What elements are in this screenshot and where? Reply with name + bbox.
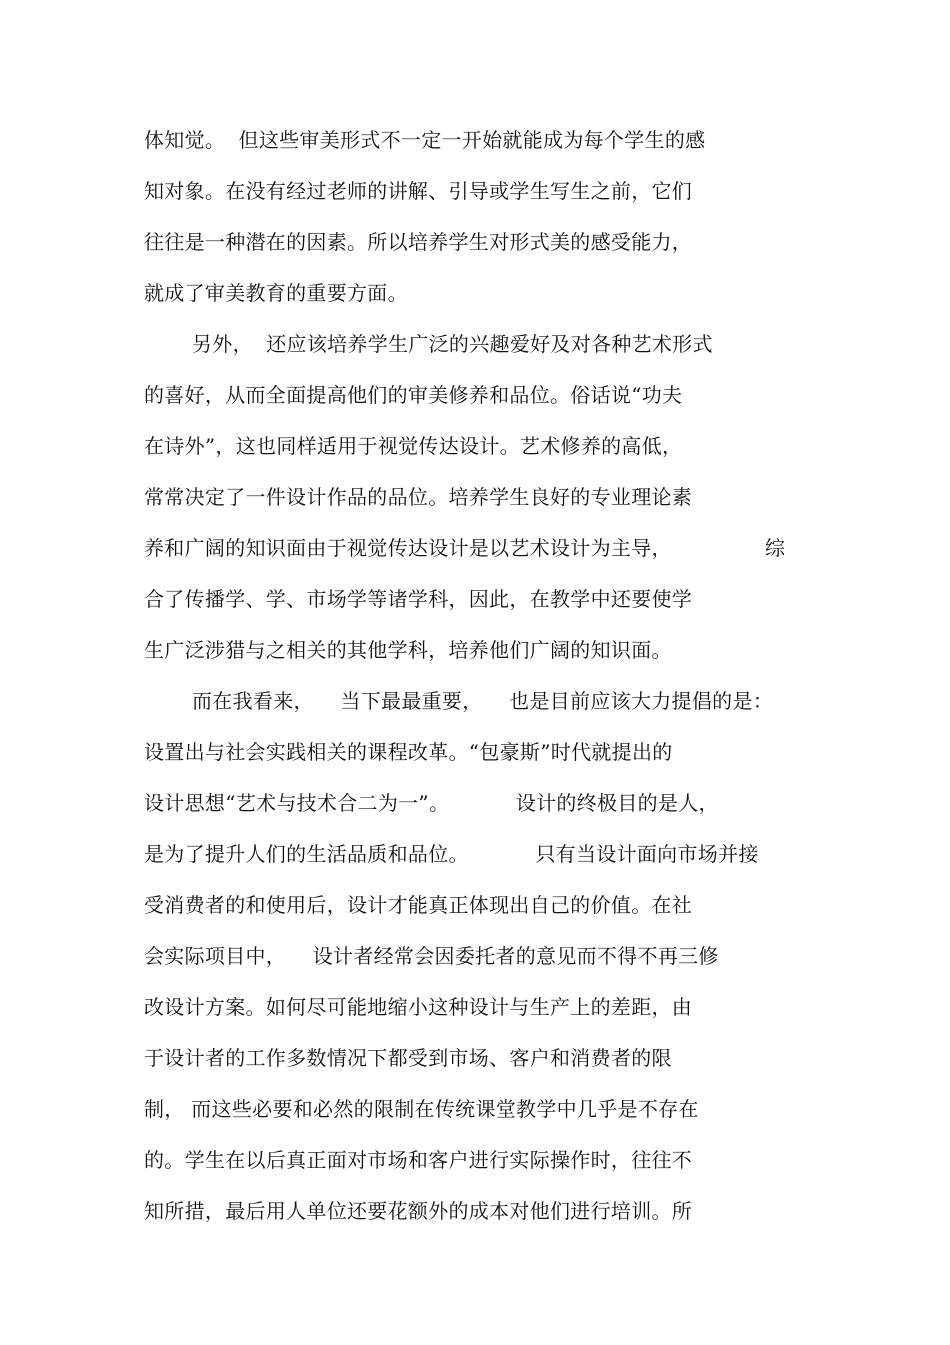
text-line: 设置出与社会实践相关的课程改革。“包豪斯”时代就提出的: [144, 740, 673, 764]
text-line: 会实际项目中， 设计者经常会因委托者的意见而不得不再三修: [144, 944, 719, 968]
paragraph-first-line: 另外， 还应该培养学生广泛的兴趣爱好及对各种艺术形式: [192, 332, 713, 356]
text-line: 制， 而这些必要和必然的限制在传统课堂教学中几乎是不存在: [144, 1097, 699, 1121]
paragraph-first-line: 而在我看来， 当下最最重要， 也是目前应该大力提倡的是：: [192, 689, 774, 713]
text-line: 改设计方案。如何尽可能地缩小这种设计与生产上的差距，由: [144, 995, 693, 1019]
text-line: 知所措，最后用人单位还要花额外的成本对他们进行培训。所: [144, 1199, 693, 1223]
text-line: 是为了提升人们的生活品质和品位。 只有当设计面向市场并接: [144, 842, 759, 866]
text-line: 的喜好，从而全面提高他们的审美修养和品位。俗话说“功夫: [144, 383, 683, 407]
text-line: 于设计者的工作多数情况下都受到市场、客户和消费者的限: [144, 1046, 672, 1070]
text-line: 体知觉。 但这些审美形式不一定一开始就能成为每个学生的感: [144, 128, 706, 152]
text-line: 生广泛涉猎与之相关的其他学科，培养他们广阔的知识面。: [144, 638, 672, 662]
text-line: 合了传播学、学、市场学等诸学科，因此，在教学中还要使学: [144, 587, 693, 611]
text-line: 的。学生在以后真正面对市场和客户进行实际操作时，往往不: [144, 1148, 693, 1172]
text-line: 设计思想“艺术与技术合二为一”。 设计的终极目的是人，: [144, 791, 719, 815]
text-line: 受消费者的和使用后，设计才能真正体现出自己的价值。在社: [144, 893, 693, 917]
text-line: 在诗外”，这也同样适用于视觉传达设计。艺术修养的高低，: [144, 434, 683, 458]
text-line: 就成了审美教育的重要方面。: [144, 281, 408, 305]
text-line: 常常决定了一件设计作品的品位。培养学生良好的专业理论素: [144, 485, 693, 509]
text-line: 养和广阔的知识面由于视觉传达设计是以艺术设计为主导， 综: [144, 536, 786, 560]
text-line: 往往是一种潜在的因素。所以培养学生对形式美的感受能力，: [144, 230, 693, 254]
text-line: 知对象。在没有经过老师的讲解、引导或学生写生之前，它们: [144, 179, 693, 203]
